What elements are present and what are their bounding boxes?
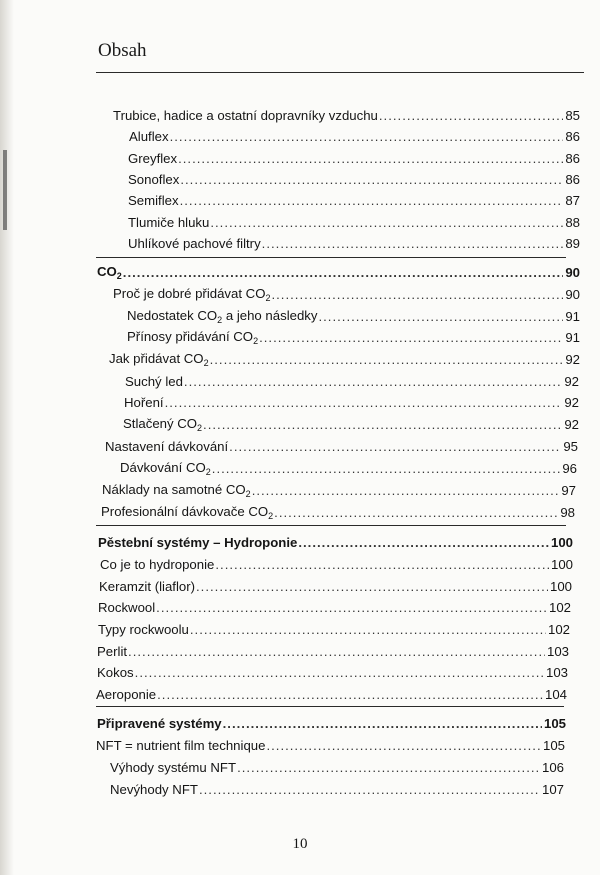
toc-entry	[105, 435, 578, 455]
toc-entry-subscript: 2	[217, 315, 223, 325]
toc-entry-label: Semiflex	[128, 193, 179, 208]
toc-entry	[98, 596, 571, 616]
toc-entry-label: Uhlíkové pachové filtry	[128, 236, 261, 251]
toc-entry	[120, 457, 577, 477]
header-divider	[96, 72, 584, 73]
toc-entry-label: Proč je dobré přidávat CO	[113, 286, 266, 301]
toc-entry-page: 86	[565, 172, 580, 187]
toc-entry-label: Nastavení dávkování	[105, 439, 229, 454]
page-edge-shadow	[0, 0, 14, 875]
toc-entry-subscript: 2	[197, 423, 203, 433]
toc-entry-label: Typy rockwoolu	[98, 622, 189, 637]
toc-entry-page: 91	[565, 309, 580, 324]
toc-entry	[128, 211, 580, 231]
toc-entry	[129, 125, 580, 145]
toc-entry	[96, 683, 567, 703]
toc-entry-label: Stlačený CO	[123, 416, 198, 431]
toc-entry	[101, 501, 575, 521]
toc-entry-page: 100	[549, 579, 572, 594]
toc-entry-subscript: 2	[268, 511, 274, 521]
binding-mark	[3, 150, 7, 230]
toc-entry-label: Keramzit (liaflor)	[99, 579, 195, 594]
toc-section-heading	[97, 712, 566, 732]
toc-entry-page: 86	[565, 151, 580, 166]
toc-entry-subscript: 2	[245, 489, 251, 499]
toc-entry-label: Dávkování CO	[120, 460, 206, 475]
toc-entry	[100, 553, 573, 573]
section-divider	[96, 706, 564, 707]
toc-entry-page: 86	[565, 129, 580, 144]
toc-entry-page: 88	[565, 215, 580, 230]
toc-entry-page: 104	[544, 687, 567, 702]
toc-entry	[110, 778, 564, 798]
toc-entry-label: Aluflex	[129, 129, 169, 144]
toc-entry	[127, 326, 580, 346]
toc-entry	[110, 756, 564, 776]
toc-entry-label: Nevýhody NFT	[110, 782, 198, 797]
toc-entry	[127, 305, 580, 325]
toc-entry-label: Co je to hydroponie	[100, 557, 215, 572]
page-header-title: Obsah	[98, 40, 147, 61]
toc-entry-page: 87	[565, 193, 580, 208]
toc-entry-page: 100	[550, 557, 573, 572]
toc-entry-subscript: 2	[265, 293, 271, 303]
toc-entry-label: NFT = nutrient film technique	[96, 738, 266, 753]
toc-entry-page: 98	[560, 505, 575, 520]
toc-entry	[97, 661, 568, 681]
toc-entry-page: 95	[563, 439, 578, 454]
toc-entry	[98, 618, 570, 638]
toc-entry-page: 89	[565, 236, 580, 251]
toc-entry-label: Rockwool	[98, 600, 156, 615]
toc-entry	[128, 147, 580, 167]
toc-entry-page: 103	[546, 644, 569, 659]
toc-entry	[109, 348, 580, 368]
toc-entry	[102, 479, 576, 499]
toc-entry-label: CO	[97, 264, 117, 279]
toc-entry-page: 90	[565, 265, 580, 280]
toc-entry-page: 103	[545, 665, 568, 680]
toc-entry	[128, 232, 580, 252]
toc-entry	[124, 391, 579, 411]
toc-entry-label: Sonoflex	[128, 172, 180, 187]
toc-entry-subscript: 2	[253, 336, 259, 346]
toc-entry-page: 96	[562, 461, 577, 476]
toc-entry-subscript: 2	[203, 358, 209, 368]
toc-entry-label: Perlit	[97, 644, 128, 659]
toc-entry-page: 85	[565, 108, 580, 123]
section-divider	[96, 257, 566, 258]
toc-entry	[113, 104, 580, 124]
toc-entry-page: 102	[547, 622, 570, 637]
toc-entry-page: 105	[543, 716, 566, 731]
toc-entry-label: Profesionální dávkovače CO	[101, 504, 269, 519]
toc-entry-label: Greyflex	[128, 151, 178, 166]
section-divider	[96, 525, 566, 526]
toc-entry-label: Připravené systémy	[97, 716, 222, 731]
toc-entry	[97, 640, 569, 660]
toc-entry-page: 92	[564, 374, 579, 389]
toc-entry-page: 100	[550, 535, 573, 550]
toc-entry-label-tail: a jeho následky	[222, 308, 318, 323]
toc-entry-label: Trubice, hadice a ostatní dopravníky vzduchu	[113, 108, 378, 123]
toc-entry-page: 102	[548, 600, 571, 615]
toc-entry-label: Suchý led	[125, 374, 183, 389]
toc-entry-label: Přínosy přidávání CO	[127, 329, 254, 344]
toc-entry-subscript: 2	[116, 271, 122, 281]
toc-entry	[128, 168, 580, 188]
toc-entry-page: 90	[565, 287, 580, 302]
toc-entry-page: 105	[542, 738, 565, 753]
toc-section-heading	[97, 261, 580, 281]
toc-entry-page: 97	[561, 483, 576, 498]
toc-entry-page: 92	[564, 417, 579, 432]
toc-entry	[125, 370, 579, 390]
toc-entry-page: 92	[564, 395, 579, 410]
toc-entry	[99, 575, 572, 595]
toc-entry-label: Jak přidávat CO	[109, 351, 204, 366]
toc-entry-label: Kokos	[97, 665, 134, 680]
toc-entry-label: Tlumiče hluku	[128, 215, 210, 230]
toc-entry-page: 92	[565, 352, 580, 367]
toc-entry-label: Náklady na samotné CO	[102, 482, 246, 497]
toc-entry-label: Pěstební systémy – Hydroponie	[98, 535, 298, 550]
toc-entry-page: 107	[541, 782, 564, 797]
toc-entry-label: Nedostatek CO	[127, 308, 218, 323]
toc-entry	[123, 413, 579, 433]
toc-entry-label: Aeroponie	[96, 687, 157, 702]
page-number: 10	[292, 836, 308, 852]
toc-entry-label: Hoření	[124, 395, 164, 410]
toc-entry-page: 106	[541, 760, 564, 775]
toc-entry	[113, 283, 580, 303]
toc-entry-page: 91	[565, 330, 580, 345]
toc-section-heading	[98, 531, 573, 551]
toc-entry	[96, 734, 565, 754]
toc-entry-label: Výhody systému NFT	[110, 760, 237, 775]
toc-entry-subscript: 2	[205, 467, 211, 477]
toc-entry	[128, 189, 580, 209]
